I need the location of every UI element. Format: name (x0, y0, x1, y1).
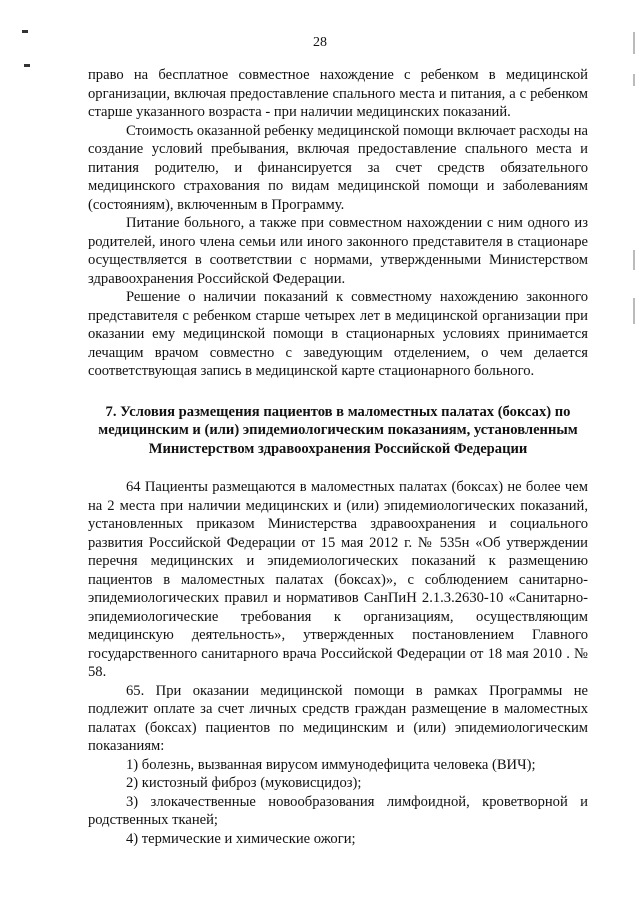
document-body (88, 66, 588, 848)
scan-artifact-mark (22, 30, 28, 33)
paragraph: 64 Пациенты размещаются в маломестных палатах (боксах) не более чем на 2 места при наличии медицинских и (или) эпидемиологических показаний, установленных приказом Министерства здравоохранения и социального развития Российской Федерации от 15 мая 2012 г. № 535н «Об утверждении перечня медицинских и эпидемиологических показаний к размещению пациентов в маломестных палатах (боксах)», с соблюдением санитарно-эпидемиологических правил и нормативов СанПиН 2.1.3.2630-10 «Санитарно-эпидемиологические требования к организациям, осуществляющим медицинскую деятельность», утвержденных постановлением Главного государственного санитарного врача Российской Федерации от 18 мая 2010 . № 58. (88, 479, 588, 680)
paragraph: 65. При оказании медицинской помощи в рамках Программы не подлежит оплате за счет личных средств граждан размещение в маломестных палатах (боксах) пациентов по медицинским и (или) эпидемиологическим показаниям: (88, 682, 588, 754)
paragraph: Решение о наличии показаний к совместному нахождению законного представителя с ребенком старше четырех лет в медицинской организации при оказании ему медицинской помощи в стационарных условиях принимается лечащим врачом совместно с заведующим отделением, о чем делается соответствующая запись в медицинской карте стационарного больного. (88, 289, 588, 379)
list-item: 2) кистозный фиброз (муковисцидоз); (126, 775, 362, 791)
scan-artifact-mark (24, 64, 30, 67)
paragraph: Питание больного, а также при совместном нахождении с ним одного из родителей, иного члена семьи или иного законного представителя в стационаре осуществляется в соответствии с нормами, утвержденными Министерством здравоохранения Российской Федерации. (88, 215, 588, 287)
scan-edge-mark (633, 74, 635, 86)
scan-edge-mark (633, 250, 635, 270)
list-item: 1) болезнь, вызванная вирусом иммунодефицита человека (ВИЧ); (126, 756, 536, 773)
list-item: 3) злокачественные новообразования лимфоидной, кроветворной и родственных тканей; (88, 793, 588, 828)
scan-edge-mark (633, 298, 635, 324)
paragraph: право на бесплатное совместное нахождение с ребенком в медицинской организации, включая предоставление спального места и питания, а с ребенком старше указанного возраста - при наличии медицинских показаний. (88, 67, 588, 120)
list-item: 4) термические и химические ожоги; (126, 830, 356, 847)
paragraph: Стоимость оказанной ребенку медицинской помощи включает расходы на создание условий пребывания, включая предоставление спального места и питания родителю, и финансируется за счет средств обязательного медицинского страхования по видам медицинской помощи и заболеваниям (состояниям), включенным в Программу. (88, 122, 588, 213)
section-heading: 7. Условия размещения пациентов в маломестных палатах (боксах) по медицинским и (или) эпидемиологическим показаниям, установленным Министерством здравоохранения Российской Федерации (98, 403, 578, 457)
page-number: 28 (313, 35, 327, 50)
